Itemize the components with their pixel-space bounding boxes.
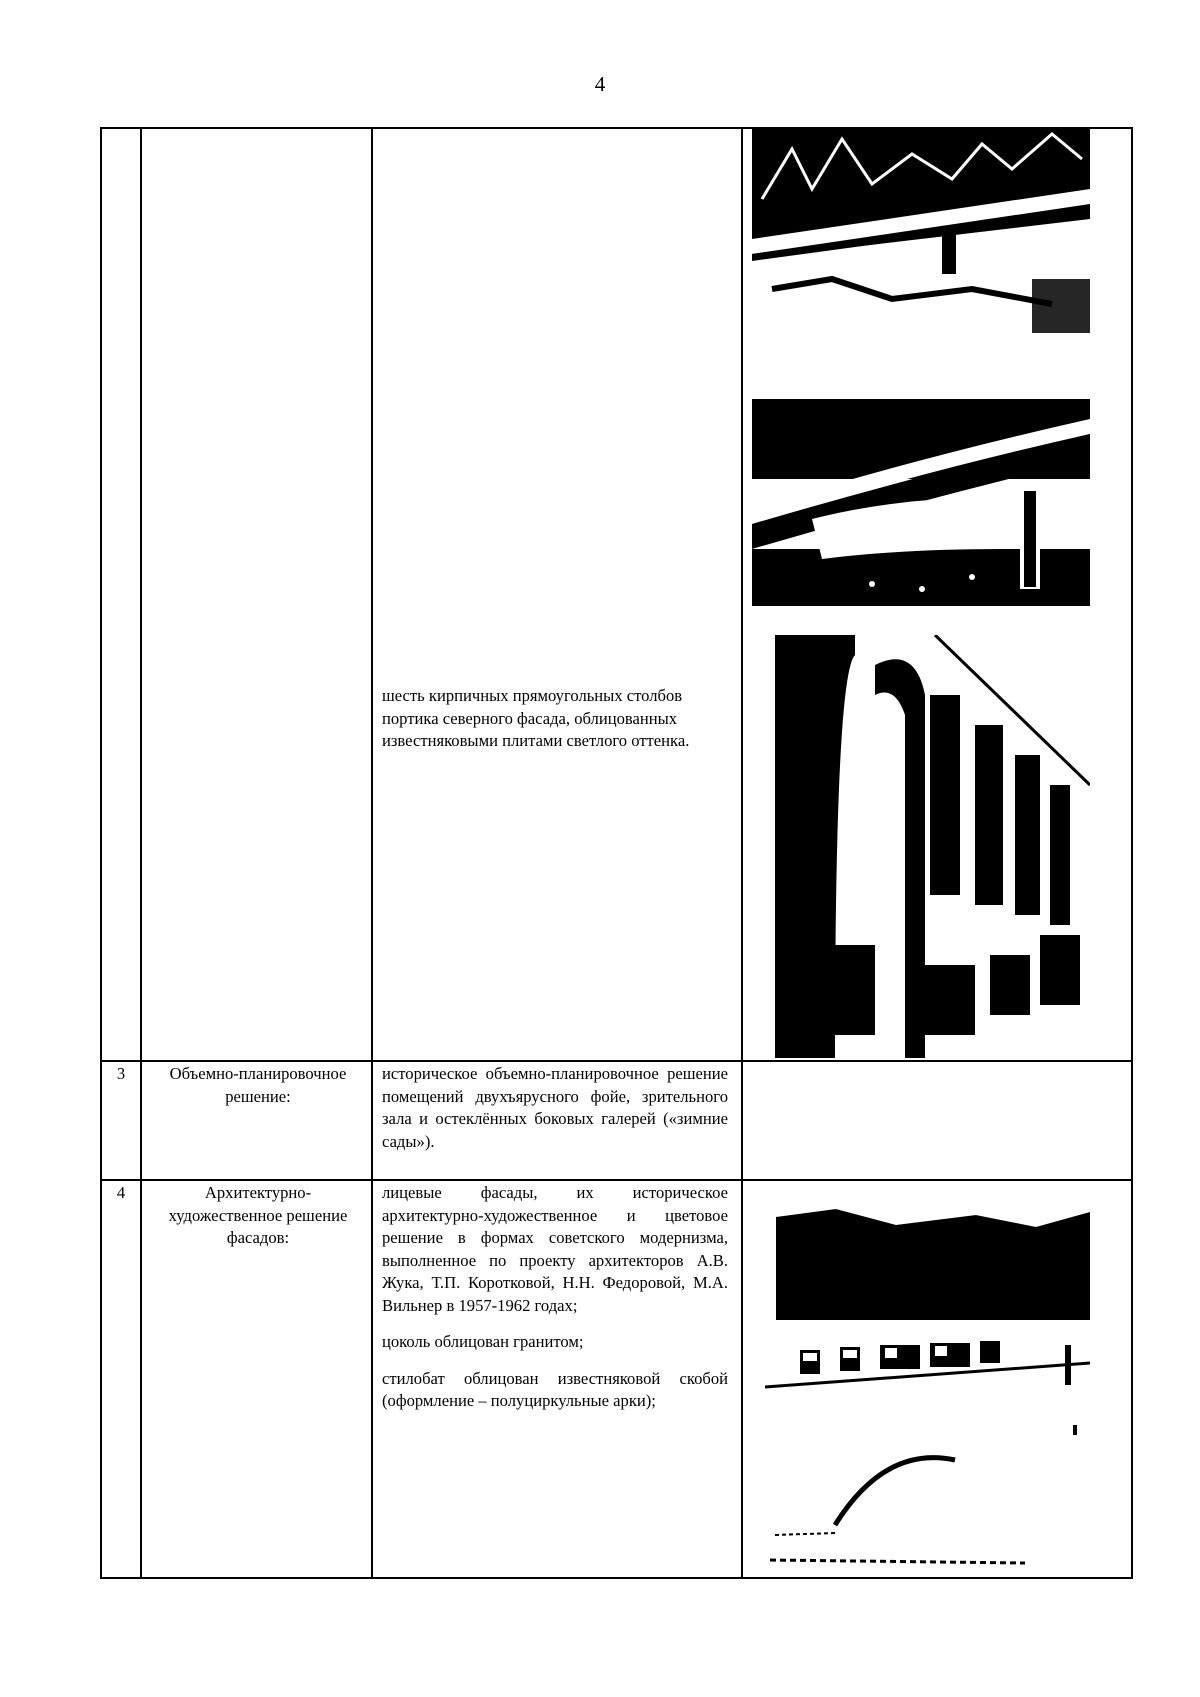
table-row [382, 1063, 728, 1153]
description-text: историческое объемно-планировочное решение помещений двухъярусного фойе, зрительного зала и остеклённых боковых галерей («зимние сады»). [382, 1064, 728, 1151]
page-number: 4 [594, 72, 606, 96]
row-title: Объемно-планировочное решение: [169, 1064, 347, 1106]
row-number: 4 [116, 1183, 126, 1202]
description-text: цоколь облицован гранитом; [382, 1332, 584, 1351]
portico-columns-photo [775, 635, 1090, 1058]
heritage-table [100, 127, 1133, 1579]
column-divider [371, 127, 373, 1579]
table-row [382, 685, 728, 753]
bridge-walkway-photo [752, 129, 1090, 333]
curved-bridge-photo [752, 399, 1090, 606]
row-title: Архитектурно-художественное решение фасадов: [168, 1183, 348, 1247]
column-divider [140, 127, 142, 1579]
table-border-left [100, 127, 102, 1579]
column-divider [741, 127, 743, 1579]
stylobate-arch-photo [765, 1335, 1090, 1570]
table-border-right [1131, 127, 1133, 1579]
description-text: шесть кирпичных прямоугольных столбов портика северного фасада, облицованных известняковыми плитами светлого оттенка. [382, 686, 690, 750]
table-border-bottom [100, 1577, 1133, 1579]
description-text: стилобат облицован известняковой скобой (оформление – полуциркульные арки); [382, 1368, 728, 1410]
description-text: лицевые фасады, их историческое архитектурно-художественное и цветовое решение в формах советского модернизма, выполненное по проекту архитекторов А.В. Жука, Т.П. Коротковой, Н.Н. Федоровой, М.А. Вильнер в 1957-1962 годах; [382, 1183, 728, 1315]
table-row [382, 1182, 728, 1413]
facade-dark-photo [776, 1186, 1090, 1320]
row-divider [100, 1060, 1133, 1062]
row-divider [100, 1179, 1133, 1181]
row-number: 3 [116, 1064, 126, 1083]
